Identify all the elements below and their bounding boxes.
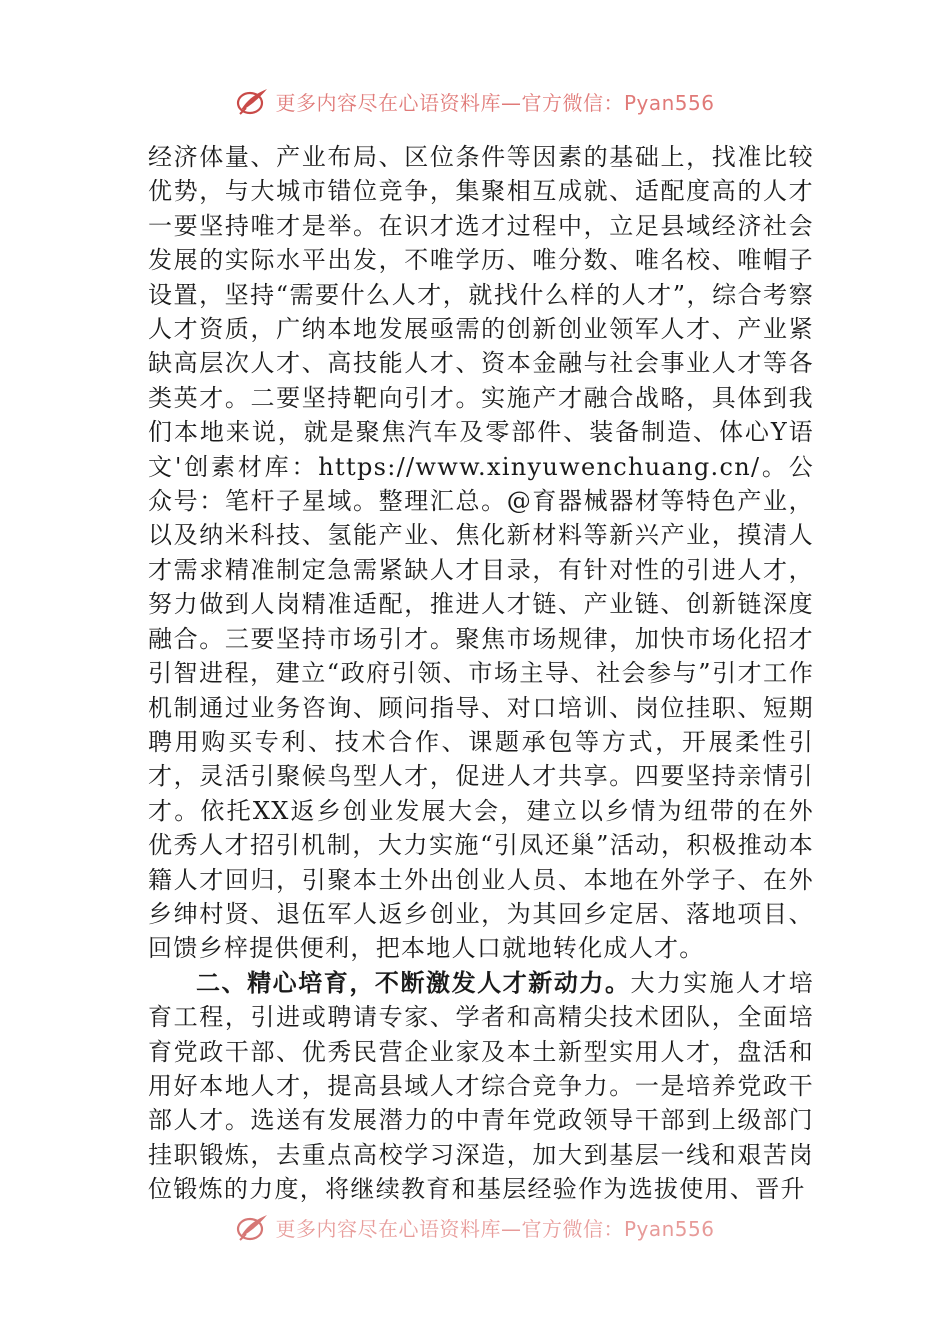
watermark-text: 更多内容尽在心语资料库—官方微信：Pyan556 (275, 90, 715, 115)
document-body (148, 140, 814, 1207)
watermark-text: 更多内容尽在心语资料库—官方微信：Pyan556 (275, 1216, 715, 1241)
footer-watermark (0, 1212, 950, 1242)
section-heading: 二、精心培育，不断激发人才新动力。 (196, 968, 631, 997)
body-paragraph: 经济体量、产业布局、区位条件等因素的基础上，找准比较优势，与大城市错位竞争，集聚相互成就、适配度高的人才一要坚持唯才是举。在识才选才过程中，立足县域经济社会发展的实际水平出发，不唯学历、唯分数、唯名校、唯帽子设置，坚持“需要什么人才，就找什么样的人才”，综合考察人才资质，广纳本地发展亟需的创新创业领军人才、产业紧缺高层次人才、高技能人才、资本金融与社会事业人才等各类英才。二要坚持靶向引才。实施产才融合战略，具体到我们本地来说，就是聚焦汽车及零部件、装备制造、体心Y语文'创素材库：https://www.xinyuwenchuang.cn/。公众号：笔杆子星域。整理汇总。@育器械器材等特色产业，以及纳米科技、氢能产业、焦化新材料等新兴产业，摸清人才需求精准制定急需紧缺人才目录，有针对性的引进人才，努力做到人岗精准适配，推进人才链、产业链、创新链深度融合。三要坚持市场引才。聚焦市场规律，加快市场化招才引智进程，建立“政府引领、市场主导、社会参与”引才工作机制通过业务咨询、顾问指导、对口培训、岗位挂职、短期聘用购买专利、技术合作、课题承包等方式，开展柔性引才，灵活引聚候鸟型人才，促进人才共享。四要坚持亲情引才。依托XX返乡创业发展大会，建立以乡情为纽带的在外优秀人才招引机制，大力实施“引凤还巢”活动，积极推动本籍人才回归，引聚本土外出创业人员、本地在外学子、在外乡绅村贤、退伍军人返乡创业，为其回乡定居、落地项目、回馈乡梓提供便利，把本地人口就地转化成人才。 (148, 143, 814, 963)
section-text: 大力实施人才培育工程，引进或聘请专家、学者和高精尖技术团队，全面培育党政干部、优秀民营企业家及本土新型实用人才，盘活和用好本地人才，提高县域人才综合竞争力。一是培养党政干部人才。选送有发展潜力的中青年党政领导干部到上级部门挂职锻炼，去重点高校学习深造，加大到基层一线和艰苦岗位锻炼的力度，将继续教育和基层经验作为选拔使用、晋升 (148, 968, 814, 1204)
quill-logo-icon (235, 1212, 269, 1242)
header-watermark (0, 86, 950, 116)
quill-logo-icon (235, 86, 269, 116)
section-paragraph (148, 966, 814, 1207)
